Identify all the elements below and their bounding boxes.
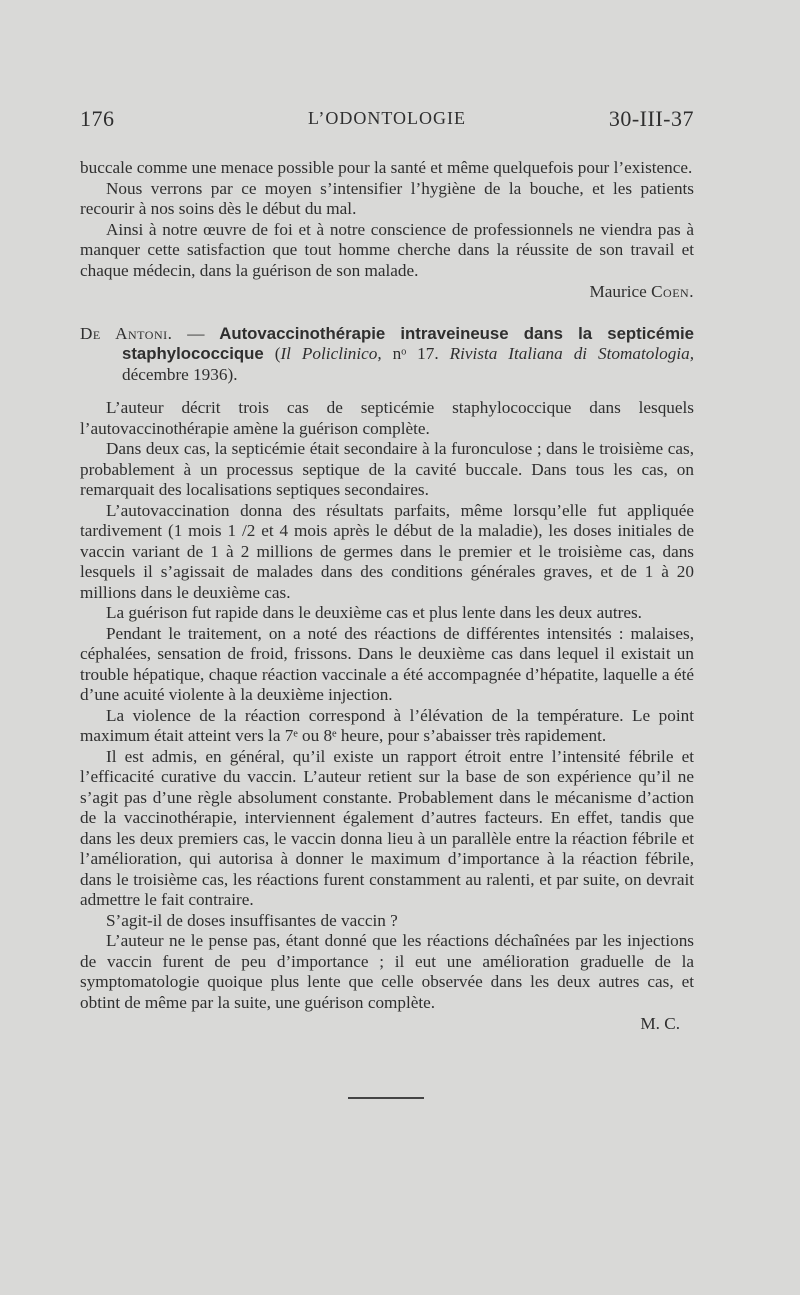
- abstract-paragraph: S’agit-il de doses insuffisantes de vaccin ?: [106, 910, 398, 930]
- abstract-paragraph: L’auteur décrit trois cas de septicémie staphylococcique dans lesquels l’autovaccinothérapie amène la guérison complète.: [80, 398, 694, 438]
- continued-paragraph: buccale comme une menace possible pour la santé et même quelquefois pour l’existence.: [80, 158, 693, 177]
- page-number: 176: [80, 106, 115, 131]
- reference-title: Autovaccinothérapie intraveineuse dans la septicémie staphylococcique: [122, 323, 694, 363]
- section-divider: [348, 1097, 424, 1099]
- journal-title: L’ODONTOLOGIE: [308, 108, 466, 128]
- signature-coen: Maurice Coen.: [589, 282, 694, 301]
- running-header: [80, 106, 694, 136]
- abstract-paragraph: Il est admis, en général, qu’il existe un rapport étroit entre l’intensité fébrile et l’efficacité curative du vaccin. L’auteur retient sur la base de son expérience qu’il ne s’agit pas d’une règle absolument constante. Probablement dans le mécanisme d’action de la vaccinothérapie, interviennent également d’autres facteurs. En effet, tandis que dans les deux premiers cas, le vaccin donna lieu à un parallèle entre la réaction fébrile et l’amélioration, qui autorisa à donner le maximum d’importance à la réaction fébrile, dans le troisième cas, les réactions furent constamment au ralenti, et par suite, on devrait admettre le fait contraire.: [80, 746, 694, 909]
- abstract-paragraph: La violence de la réaction correspond à l’élévation de la température. Le point maximum était atteint vers la 7ᵉ ou 8ᵉ heure, pour s’abaisser très rapidement.: [80, 705, 694, 745]
- abstract-paragraph: La guérison fut rapide dans le deuxième cas et plus lente dans les deux autres.: [106, 603, 642, 622]
- reference-review: Rivista Italiana di Stomatologia,: [449, 344, 695, 363]
- paragraph: Nous verrons par ce moyen s’intensifier l’hygiène de la bouche, et les patients recourir à nos soins dès le début du mal.: [80, 178, 694, 218]
- issue-date: 30-III-37: [608, 106, 694, 131]
- page: [80, 0, 694, 1295]
- abstract-paragraph: L’autovaccination donna des résultats parfaits, même lorsqu’elle fut appliquée tardivement (1 mois 1 /2 et 4 mois après le début de la maladie), les doses initiales de vaccin variant de 1 à 2 millions de germes dans le premier et le troisième cas, dans lesquels il s’agissait de malades dans des conditions générales graves, et de 1 à 20 millions dans le deuxième cas.: [80, 500, 694, 602]
- reference-journal: Il Policlinico,: [280, 344, 382, 363]
- signature-mc: M. C.: [640, 1014, 680, 1033]
- abstract-paragraph: Pendant le traitement, on a noté des réactions de différentes intensités : malaises, céphalées, sensation de froid, frissons. Dans le deuxième cas dans lequel il existait un trouble hépatique, chaque réaction vaccinale a été accompagnée d’hépatite, laquelle a été d’une acuité violente à la deuxième injection.: [80, 623, 694, 704]
- bibliographic-reference: De Antoni. — Autovaccinothérapie intraveineuse dans la septicémie staphylococcique (Il Policlinico, nᵒ 17. Rivista Italiana di Stomatologia, décembre 1936).: [80, 323, 695, 384]
- reference-author: De Antoni.: [80, 323, 173, 343]
- abstract-paragraph: Dans deux cas, la septicémie était secondaire à la furonculose ; dans le troisième cas, probablement à un processus septique de la cavité buccale. Dans tous les cas, on remarquait des localisations septiques secondaires.: [80, 439, 694, 499]
- page-body: [80, 158, 694, 1035]
- abstract-paragraph: L’auteur ne le pense pas, étant donné que les réactions déchaînées par les injections de vaccin furent de peu d’importance ; il eut une amélioration graduelle de la symptomatologie quoique plus lente que celle observée dans les deux autres cas, et obtint de même par la suite, une guérison complète.: [80, 931, 694, 1012]
- paragraph: Ainsi à notre œuvre de foi et à notre conscience de professionnels ne viendra pas à manquer cette satisfaction que tout homme cherche dans la réussite de son travail et chaque médecin, dans la guérison de son malade.: [80, 219, 694, 280]
